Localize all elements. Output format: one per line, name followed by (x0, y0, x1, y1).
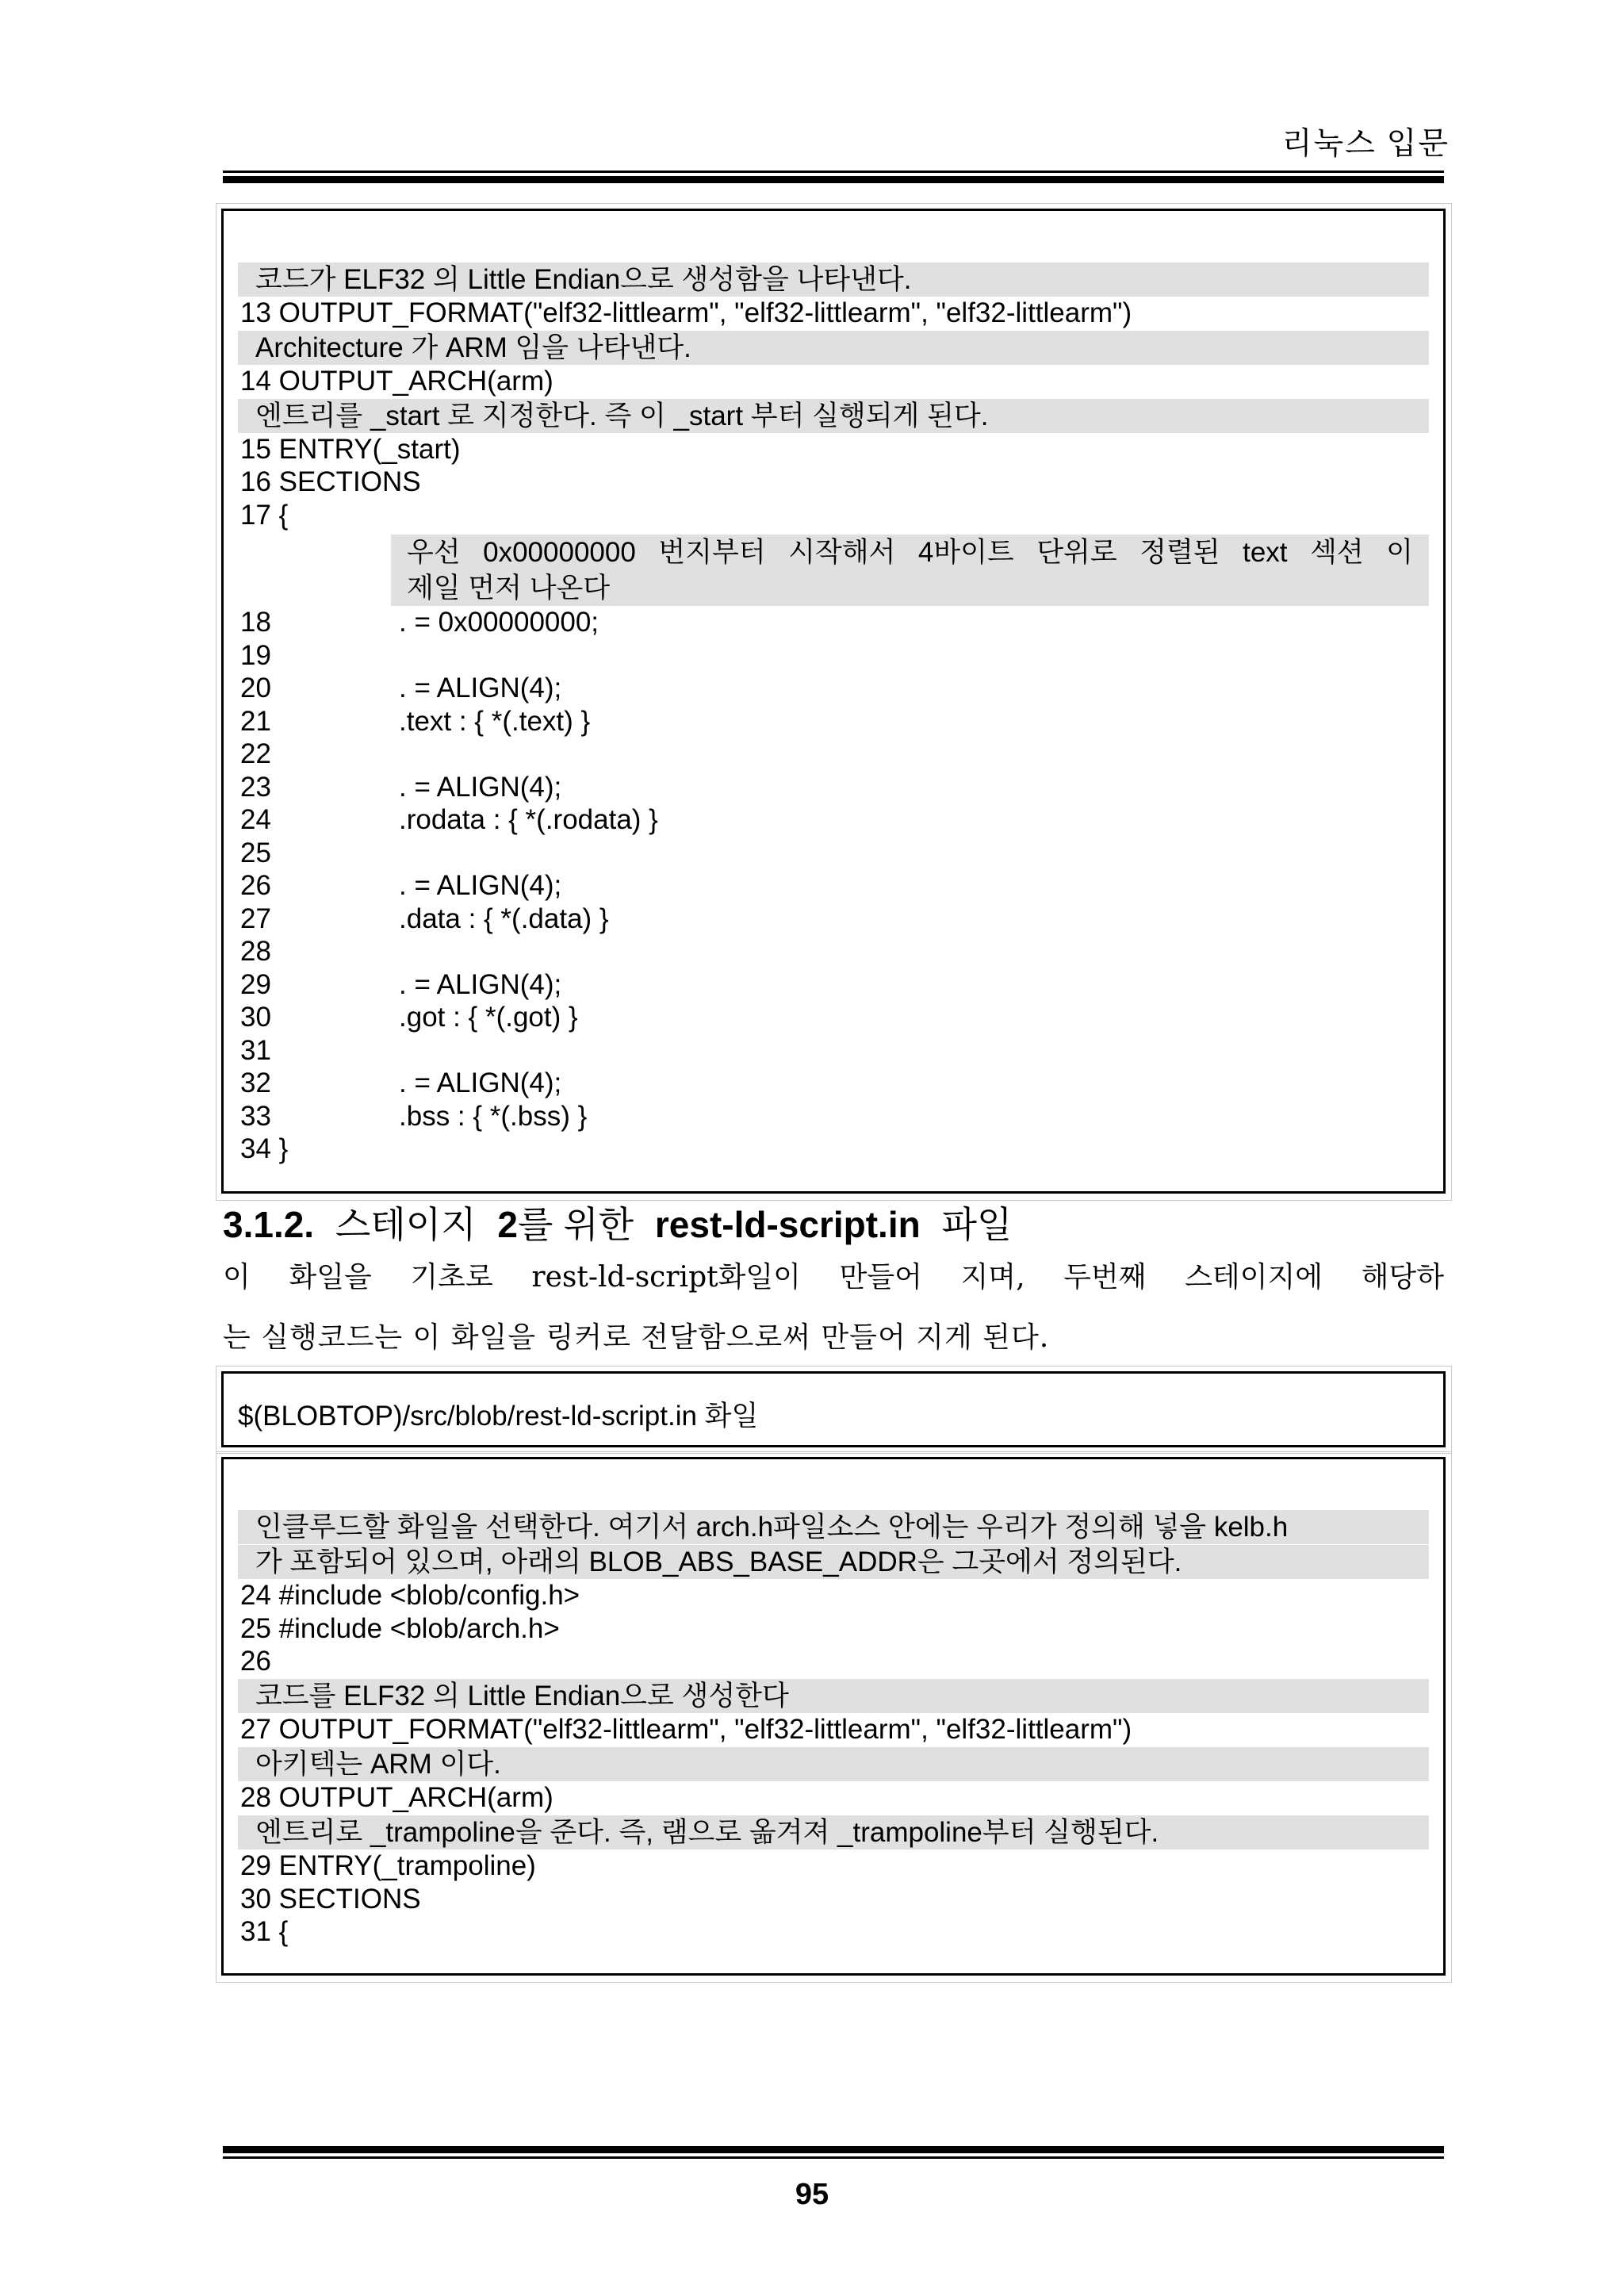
comment-block (391, 535, 1429, 606)
code-line (238, 869, 1429, 903)
code-line (238, 1713, 1429, 1746)
code-text: .got : { *(.got) } (399, 1002, 578, 1033)
comment-block-line-2: 제일 먼저 나온다 (407, 573, 611, 604)
code-text: . = ALIGN(4); (399, 1068, 562, 1098)
code-text: 14 OUTPUT_ARCH(arm) (240, 365, 553, 397)
comment-word: 단위로 (1036, 537, 1117, 568)
code-line (238, 837, 1429, 870)
comment-text: 아키텍는 ARM 이다. (255, 1749, 501, 1780)
comment-line (238, 1815, 1429, 1849)
code-line (238, 803, 1429, 837)
code-line (238, 738, 1429, 771)
code-text: . = 0x00000000; (399, 607, 599, 638)
running-header-title: 리눅스 입문 (1281, 127, 1450, 161)
code-line (238, 297, 1429, 330)
code-line (238, 466, 1429, 499)
code-text: .text : { *(.text) } (399, 705, 591, 737)
comment-line (238, 399, 1429, 433)
comment-text: 엔트리를 _start 로 지정한다. 즉 이 _start 부터 실행되게 된다. (255, 400, 989, 431)
code-line (238, 705, 1429, 738)
line-number: 22 (240, 738, 271, 769)
section-heading (223, 1196, 1012, 1248)
line-number: 29 (240, 968, 271, 1000)
comment-line (238, 1679, 1429, 1713)
code-line (238, 1612, 1429, 1646)
code-line (238, 771, 1429, 804)
line-number: 20 (240, 673, 271, 703)
comment-text: 코드를 ELF32 의 Little Endian으로 생성한다 (255, 1681, 789, 1711)
comment-text: Architecture 가 ARM 임을 나타낸다. (255, 332, 691, 363)
code-text: .rodata : { *(.rodata) } (399, 804, 658, 835)
code-lines-2 (238, 1508, 1429, 1949)
code-line (238, 903, 1429, 936)
section-number: 3.1.2. (223, 1204, 315, 1245)
line-number: 18 (240, 607, 271, 638)
line-number: 32 (240, 1068, 271, 1098)
code-line (238, 1849, 1429, 1883)
line-number: 23 (240, 771, 271, 803)
code-line (238, 639, 1429, 673)
section-stage-number: 2 (497, 1204, 518, 1245)
footer-rule-thick (223, 2146, 1444, 2153)
comment-line (238, 331, 1429, 365)
body-paragraph-line-2: 는 실행코드는 이 화일을 링커로 전달함으로써 만들어 지게 된다. (223, 1321, 1050, 1354)
code-text: . = ALIGN(4); (399, 968, 562, 1000)
comment-block-line-1 (407, 535, 1413, 570)
comment-word: text (1243, 537, 1288, 568)
code-line (238, 1034, 1429, 1068)
comment-text: 엔트리로 _trampoline을 준다. 즉, 램으로 옮겨져 _trampoline부터 실행된다. (255, 1817, 1159, 1848)
code-text: 26 (240, 1646, 271, 1677)
line-number: 27 (240, 903, 271, 934)
code-text: 34 } (240, 1133, 289, 1164)
line-number: 25 (240, 837, 271, 868)
body-paragraph-line-1: 이 화일을 기초로 rest-ld-script화일이 만들어 지며, 두번째 스테이지에 해당하 (223, 1261, 1444, 1294)
comment-text: 가 포함되어 있으며, 아래의 BLOB_ABS_BASE_ADDR은 그곳에서 정의된다. (255, 1547, 1182, 1577)
line-number: 24 (240, 804, 271, 835)
header-rule-thick (223, 176, 1444, 183)
section-heading-kr-c: 파일 (941, 1204, 1013, 1245)
code-lines-1 (238, 261, 1429, 1166)
code-text: 16 SECTIONS (240, 466, 421, 497)
code-text: 17 { (240, 499, 289, 531)
code-text: 28 OUTPUT_ARCH(arm) (240, 1782, 553, 1813)
code-text: . = ALIGN(4); (399, 673, 562, 703)
page-number: 95 (795, 2178, 829, 2211)
comment-word: 번지부터 (658, 537, 766, 568)
comment-line (238, 1747, 1429, 1781)
comment-line (238, 1510, 1429, 1544)
section-file-name: rest-ld-script.in (654, 1204, 921, 1245)
code-text: 31 { (240, 1916, 289, 1947)
line-number: 26 (240, 870, 271, 901)
comment-word: 시작해서 (788, 537, 896, 568)
code-line (238, 935, 1429, 968)
line-number: 28 (240, 936, 271, 967)
code-line (238, 1781, 1429, 1815)
code-line (238, 606, 1429, 639)
footer-rule-thin (223, 2156, 1444, 2159)
path-text: $(BLOBTOP)/src/blob/rest-ld-script.in 화일 (238, 1401, 759, 1432)
line-number: 19 (240, 639, 271, 671)
code-text: 24 #include <blob/config.h> (240, 1580, 580, 1611)
code-line (238, 968, 1429, 1002)
code-text: . = ALIGN(4); (399, 771, 562, 803)
code-text: 27 OUTPUT_FORMAT("elf32-littlearm", "elf32-littlearm", "elf32-littlearm") (240, 1714, 1132, 1745)
code-line (238, 1645, 1429, 1678)
code-line (238, 433, 1429, 466)
line-number: 31 (240, 1034, 271, 1066)
code-line (238, 1579, 1429, 1612)
code-text: 30 SECTIONS (240, 1883, 421, 1915)
comment-text: 코드가 ELF32 의 Little Endian으로 생성함을 나타낸다. (255, 263, 912, 295)
comment-line (238, 1545, 1429, 1579)
code-text: 25 #include <blob/arch.h> (240, 1612, 560, 1644)
comment-text: 인클루드할 화일을 선택한다. 여기서 arch.h파일소스 안에는 우리가 정의해 넣을 kelb.h (255, 1511, 1289, 1543)
code-text: 13 OUTPUT_FORMAT("elf32-littlearm", "elf32-littlearm", "elf32-littlearm") (240, 297, 1132, 328)
comment-word: 0x00000000 (483, 537, 636, 568)
comment-line (238, 263, 1429, 297)
comment-word: 이 (1386, 537, 1413, 568)
code-text: 29 ENTRY(_trampoline) (240, 1850, 536, 1881)
header-rule-thin (223, 171, 1444, 173)
code-line (238, 1133, 1429, 1166)
code-line (238, 672, 1429, 705)
code-line (238, 365, 1429, 398)
line-number: 30 (240, 1002, 271, 1033)
code-text: .bss : { *(.bss) } (399, 1100, 588, 1132)
code-line (238, 1067, 1429, 1100)
comment-word: 섹션 (1310, 537, 1364, 568)
line-number: 33 (240, 1100, 271, 1132)
comment-word: 정렬된 (1139, 537, 1220, 568)
line-number: 21 (240, 705, 271, 737)
code-line (238, 1915, 1429, 1949)
comment-word: 우선 (407, 537, 461, 568)
code-line (238, 1883, 1429, 1916)
code-line (238, 1100, 1429, 1133)
section-heading-kr-a: 스테이지 (335, 1204, 477, 1245)
code-text: 15 ENTRY(_start) (240, 433, 461, 465)
code-line (238, 499, 1429, 532)
code-text: . = ALIGN(4); (399, 870, 562, 901)
code-text: .data : { *(.data) } (399, 903, 609, 934)
code-line (238, 1001, 1429, 1034)
comment-word: 4바이트 (917, 537, 1014, 568)
section-heading-kr-b: 를 위한 (518, 1204, 634, 1245)
